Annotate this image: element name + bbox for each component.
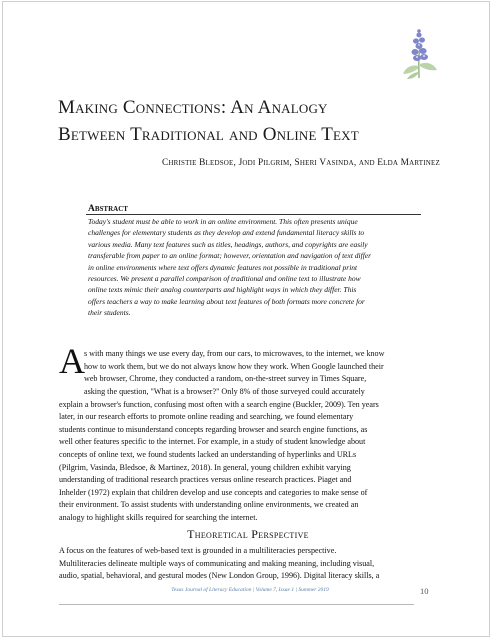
body-line: analogy to highlight skills required for searching the internet. xyxy=(59,512,258,522)
body-line: audio, spatial, behavioral, and gestural modes (New London Group, 1996). Digital literacy skills, a xyxy=(59,571,380,581)
intro-paragraph xyxy=(59,386,437,525)
abstract-rule xyxy=(86,214,421,215)
abstract-line: challenges for elementary students as they develop and extend fundamental literacy skills to xyxy=(88,228,365,238)
body-line: how to work them, but we do not always know how they work. When Google launched their xyxy=(84,361,384,371)
abstract-line: their students. xyxy=(88,308,131,318)
body-line: asking the question, "What is a browser?" Only 8% of those surveyed could accurately xyxy=(84,387,365,396)
body-line: their environment. To assist students with understanding online environments, we created an xyxy=(59,500,359,510)
abstract-line: online texts mimic their analog counterparts and highlight ways in which they differ. This xyxy=(88,285,357,295)
body-line: Inhelder (1972) explain that children develop and use concepts and categories to make sense of xyxy=(59,487,368,497)
body-line: web browser, Chrome, they conducted a random, on-the-street survey in Times Square, xyxy=(84,374,367,384)
body-line: explain a browser's function, confusing most often with a search engine (Buckler, 2009). Ten years xyxy=(59,399,379,409)
section-heading: Theoretical Perspective xyxy=(187,527,309,541)
abstract-heading: Abstract xyxy=(88,204,128,214)
section-paragraph xyxy=(59,545,437,583)
body-line: concepts of online text, we found students lacked an understanding of hyperlinks and URLs xyxy=(59,449,357,459)
journal-footer: Texas Journal of Literacy Education | Volume 7, Issue 1 | Summer 2019 xyxy=(171,587,329,593)
title-line-1: Making Connections: An Analogy xyxy=(58,97,328,118)
page-number: 10 xyxy=(420,586,429,596)
abstract-text xyxy=(88,216,424,319)
footer-rule xyxy=(59,604,414,605)
drop-cap: A xyxy=(59,341,85,381)
abstract-line: offers teachers a way to make learning about text features of both formats more concrete for xyxy=(88,296,365,306)
body-line: (Pilgrim, Vasinda, Bledsoe, & Martinez, 2018). In general, young children exhibit varying xyxy=(59,462,351,472)
body-line: s with many things we use every day, from our cars, to microwaves, to the internet, we know xyxy=(84,349,385,358)
title-line-2: Between Traditional and Online Text xyxy=(58,124,359,145)
body-line: A focus on the features of web-based text is grounded in a multiliteracies perspective. xyxy=(59,546,337,555)
author-list: Christie Bledsoe, Jodi Pilgrim, Sheri Vasinda, and Elda Martinez xyxy=(161,158,440,168)
abstract-line: Today's student must be able to work in an online environment. This often presents unique xyxy=(88,217,358,226)
bluebonnet-flower-icon xyxy=(397,28,441,80)
intro-paragraph-start xyxy=(84,348,436,386)
body-line: students continue to misunderstand concepts regarding browser and search engine functions, as xyxy=(59,424,368,434)
abstract-line: resources. We present a parallel comparison of traditional and online text to illustrate how xyxy=(88,274,361,284)
abstract-line: various media. Many text features such as titles, headings, authors, and copyrights are easily xyxy=(88,239,368,249)
body-line: Multiliteracies delineate multiple ways of communicating and making meaning, including visual, xyxy=(59,558,375,568)
article-title xyxy=(58,94,458,148)
body-line: understanding of traditional research practices versus online research practices. Piaget and xyxy=(59,475,352,485)
body-line: later, in our research efforts to promote online reading and searching, we found elementary xyxy=(59,412,354,422)
body-line: well other features specific to the internet. For example, in a study of student knowledge about xyxy=(59,437,366,447)
abstract-line: in online environments where text offers dynamic features not possible in traditional print xyxy=(88,262,358,272)
abstract-line: transferable from paper to an online format; however, orientation and navigation of text differ xyxy=(88,251,372,261)
